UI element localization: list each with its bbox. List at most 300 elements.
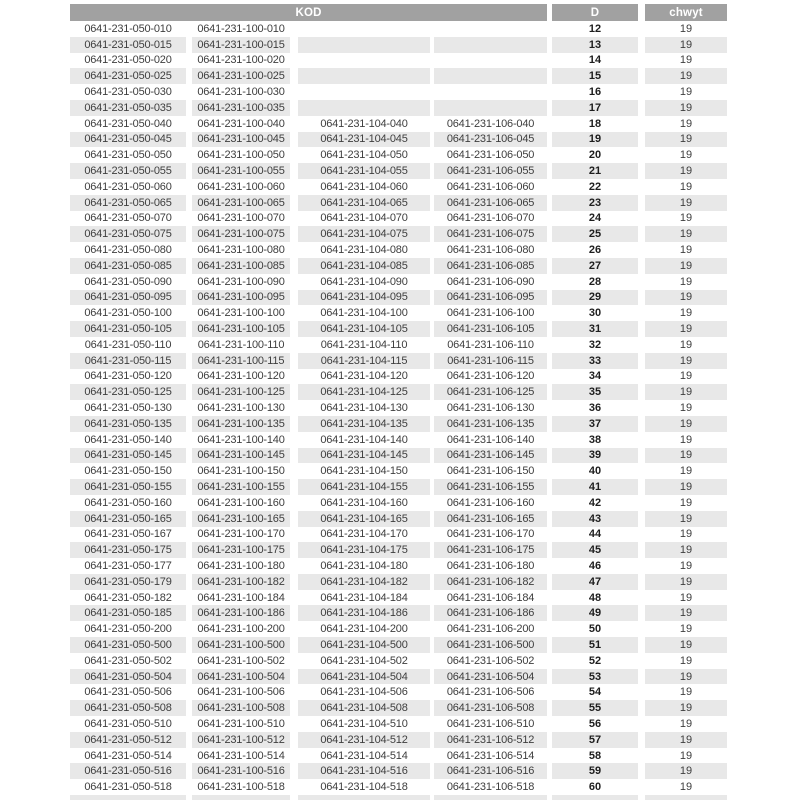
kod-cell: 0641-231-104-500 (290, 637, 430, 653)
kod-cell: 0641-231-050-200 (70, 621, 186, 637)
d-cell: 41 (547, 479, 638, 495)
chwyt-cell: 19 (638, 463, 727, 479)
d-cell: 15 (547, 68, 638, 84)
chwyt-cell: 19 (638, 763, 727, 779)
kod-cell: 0641-231-104-100 (290, 305, 430, 321)
kod-cell: 0641-231-050-145 (70, 448, 186, 464)
table-row (70, 748, 727, 764)
kod-cell: 0641-231-100-512 (186, 732, 290, 748)
kod-cell: 0641-231-106-180 (430, 558, 547, 574)
kod-cell: 0641-231-050-045 (70, 132, 186, 148)
kod-cell: 0641-231-106-516 (430, 763, 547, 779)
kod-cell: 0641-231-100-080 (186, 242, 290, 258)
kod-cell: 0641-231-100-150 (186, 463, 290, 479)
d-cell: 44 (547, 527, 638, 543)
table-row (70, 527, 727, 543)
kod-cell: 0641-231-100-518 (186, 779, 290, 795)
table-row (70, 558, 727, 574)
chwyt-cell: 19 (638, 147, 727, 163)
kod-cell: 0641-231-106-184 (430, 590, 547, 606)
kod-cell (290, 795, 430, 800)
kod-cell (290, 100, 430, 116)
kod-cell: 0641-231-050-182 (70, 590, 186, 606)
chwyt-cell: 19 (638, 684, 727, 700)
table-row (70, 337, 727, 353)
kod-cell: 0641-231-050-185 (70, 605, 186, 621)
chwyt-cell: 19 (638, 195, 727, 211)
table-row (70, 369, 727, 385)
d-cell: 54 (547, 684, 638, 700)
kod-cell (430, 84, 547, 100)
chwyt-cell: 19 (638, 163, 727, 179)
d-cell: 13 (547, 37, 638, 53)
kod-cell: 0641-231-104-120 (290, 369, 430, 385)
d-cell: 60 (547, 779, 638, 795)
kod-cell: 0641-231-106-518 (430, 779, 547, 795)
d-cell: 43 (547, 511, 638, 527)
table-row (70, 432, 727, 448)
table-row (70, 321, 727, 337)
kod-cell: 0641-231-050-500 (70, 637, 186, 653)
kod-cell: 0641-231-050-080 (70, 242, 186, 258)
kod-cell: 0641-231-104-095 (290, 290, 430, 306)
kod-cell: 0641-231-100-502 (186, 653, 290, 669)
kod-cell: 0641-231-106-100 (430, 305, 547, 321)
kod-cell: 0641-231-104-175 (290, 542, 430, 558)
kod-cell: 0641-231-106-060 (430, 179, 547, 195)
kod-cell: 0641-231-050-135 (70, 416, 186, 432)
table-row (70, 226, 727, 242)
d-cell: 40 (547, 463, 638, 479)
d-cell: 50 (547, 621, 638, 637)
kod-cell: 0641-231-050-015 (70, 37, 186, 53)
kod-cell: 0641-231-104-165 (290, 511, 430, 527)
kod-cell: 0641-231-050-090 (70, 274, 186, 290)
kod-cell: 0641-231-100-186 (186, 605, 290, 621)
table-row (70, 621, 727, 637)
table-row (70, 479, 727, 495)
table-row (70, 132, 727, 148)
d-cell: 46 (547, 558, 638, 574)
chwyt-cell: 19 (638, 479, 727, 495)
d-cell: 19 (547, 132, 638, 148)
kod-cell: 0641-231-100-040 (186, 116, 290, 132)
kod-cell: 0641-231-050-065 (70, 195, 186, 211)
chwyt-cell: 19 (638, 732, 727, 748)
kod-cell: 0641-231-104-170 (290, 527, 430, 543)
d-cell: 49 (547, 605, 638, 621)
d-cell: 32 (547, 337, 638, 353)
kod-cell: 0641-231-050-160 (70, 495, 186, 511)
kod-cell: 0641-231-050-035 (70, 100, 186, 116)
kod-cell: 0641-231-106-130 (430, 400, 547, 416)
table-row (70, 37, 727, 53)
chwyt-cell: 19 (638, 542, 727, 558)
d-cell: 56 (547, 716, 638, 732)
kod-cell: 0641-231-104-105 (290, 321, 430, 337)
kod-cell: 0641-231-100-125 (186, 384, 290, 400)
kod-cell: 0641-231-050-502 (70, 653, 186, 669)
chwyt-cell: 19 (638, 384, 727, 400)
chwyt-cell: 19 (638, 653, 727, 669)
kod-cell: 0641-231-100-065 (186, 195, 290, 211)
d-cell: 52 (547, 653, 638, 669)
d-cell: 14 (547, 53, 638, 69)
table-row (70, 53, 727, 69)
d-cell: 20 (547, 147, 638, 163)
kod-cell: 0641-231-100-115 (186, 353, 290, 369)
kod-cell (70, 795, 186, 800)
kod-cell: 0641-231-106-165 (430, 511, 547, 527)
table-row (70, 384, 727, 400)
kod-cell: 0641-231-100-045 (186, 132, 290, 148)
table-row (70, 542, 727, 558)
chwyt-cell: 19 (638, 337, 727, 353)
d-cell: 24 (547, 211, 638, 227)
kod-cell: 0641-231-050-125 (70, 384, 186, 400)
table-row (70, 116, 727, 132)
kod-cell: 0641-231-100-090 (186, 274, 290, 290)
chwyt-cell: 19 (638, 511, 727, 527)
table-row (70, 211, 727, 227)
kod-cell: 0641-231-100-180 (186, 558, 290, 574)
table-row (70, 195, 727, 211)
kod-cell (430, 21, 547, 37)
d-cell: 33 (547, 353, 638, 369)
chwyt-cell: 19 (638, 37, 727, 53)
column-header-chwyt: chwyt (638, 4, 727, 21)
kod-cell: 0641-231-050-085 (70, 258, 186, 274)
chwyt-cell: 19 (638, 432, 727, 448)
d-cell: 16 (547, 84, 638, 100)
kod-cell: 0641-231-104-184 (290, 590, 430, 606)
table-body (70, 21, 727, 800)
d-cell: 57 (547, 732, 638, 748)
kod-cell: 0641-231-100-020 (186, 53, 290, 69)
table-row (70, 242, 727, 258)
kod-cell: 0641-231-104-135 (290, 416, 430, 432)
chwyt-cell: 19 (638, 274, 727, 290)
kod-cell: 0641-231-104-045 (290, 132, 430, 148)
d-cell: 39 (547, 448, 638, 464)
d-cell: 35 (547, 384, 638, 400)
table-row (70, 637, 727, 653)
kod-cell: 0641-231-050-508 (70, 700, 186, 716)
kod-cell: 0641-231-100-135 (186, 416, 290, 432)
kod-cell: 0641-231-100-506 (186, 684, 290, 700)
kod-cell: 0641-231-100-155 (186, 479, 290, 495)
kod-cell: 0641-231-104-075 (290, 226, 430, 242)
kod-cell: 0641-231-106-125 (430, 384, 547, 400)
chwyt-cell: 19 (638, 590, 727, 606)
kod-cell: 0641-231-050-506 (70, 684, 186, 700)
kod-cell: 0641-231-104-186 (290, 605, 430, 621)
kod-cell: 0641-231-106-090 (430, 274, 547, 290)
kod-cell: 0641-231-050-110 (70, 337, 186, 353)
kod-cell: 0641-231-106-500 (430, 637, 547, 653)
kod-cell: 0641-231-104-130 (290, 400, 430, 416)
kod-cell (430, 68, 547, 84)
kod-cell: 0641-231-104-150 (290, 463, 430, 479)
table-row (70, 68, 727, 84)
table-row (70, 684, 727, 700)
kod-cell: 0641-231-100-055 (186, 163, 290, 179)
chwyt-cell: 19 (638, 779, 727, 795)
kod-cell: 0641-231-104-518 (290, 779, 430, 795)
d-cell: 59 (547, 763, 638, 779)
d-cell: 29 (547, 290, 638, 306)
table-row (70, 653, 727, 669)
chwyt-cell: 19 (638, 495, 727, 511)
kod-cell: 0641-231-104-125 (290, 384, 430, 400)
kod-cell (430, 795, 547, 800)
kod-cell: 0641-231-104-502 (290, 653, 430, 669)
kod-cell: 0641-231-106-075 (430, 226, 547, 242)
kod-cell: 0641-231-050-050 (70, 147, 186, 163)
kod-cell: 0641-231-106-514 (430, 748, 547, 764)
kod-cell: 0641-231-050-030 (70, 84, 186, 100)
chwyt-cell: 19 (638, 21, 727, 37)
kod-cell: 0641-231-106-055 (430, 163, 547, 179)
d-cell: 28 (547, 274, 638, 290)
table-row (70, 416, 727, 432)
table-row (70, 258, 727, 274)
kod-cell: 0641-231-100-184 (186, 590, 290, 606)
d-cell: 21 (547, 163, 638, 179)
kod-cell: 0641-231-050-100 (70, 305, 186, 321)
kod-cell: 0641-231-100-516 (186, 763, 290, 779)
kod-cell: 0641-231-104-090 (290, 274, 430, 290)
kod-cell: 0641-231-050-040 (70, 116, 186, 132)
d-cell (547, 795, 638, 800)
chwyt-cell: 19 (638, 637, 727, 653)
kod-cell: 0641-231-100-170 (186, 527, 290, 543)
kod-cell: 0641-231-100-160 (186, 495, 290, 511)
table-row (70, 84, 727, 100)
chwyt-cell: 19 (638, 226, 727, 242)
table-row (70, 400, 727, 416)
kod-cell (290, 84, 430, 100)
kod-cell: 0641-231-100-504 (186, 669, 290, 685)
kod-cell: 0641-231-106-155 (430, 479, 547, 495)
kod-cell: 0641-231-100-140 (186, 432, 290, 448)
chwyt-cell: 19 (638, 574, 727, 590)
table-row (70, 732, 727, 748)
kod-cell: 0641-231-104-504 (290, 669, 430, 685)
product-code-table (70, 4, 727, 800)
kod-cell: 0641-231-100-514 (186, 748, 290, 764)
chwyt-cell: 19 (638, 400, 727, 416)
table-header-row (70, 4, 727, 21)
chwyt-cell: 19 (638, 448, 727, 464)
chwyt-cell: 19 (638, 669, 727, 685)
kod-cell: 0641-231-100-182 (186, 574, 290, 590)
kod-cell: 0641-231-106-502 (430, 653, 547, 669)
kod-cell (290, 37, 430, 53)
d-cell: 36 (547, 400, 638, 416)
kod-cell (290, 21, 430, 37)
kod-cell: 0641-231-050-155 (70, 479, 186, 495)
kod-cell: 0641-231-100-145 (186, 448, 290, 464)
kod-cell: 0641-231-106-186 (430, 605, 547, 621)
d-cell: 25 (547, 226, 638, 242)
d-cell: 23 (547, 195, 638, 211)
kod-cell: 0641-231-104-065 (290, 195, 430, 211)
kod-cell (186, 795, 290, 800)
kod-cell: 0641-231-104-110 (290, 337, 430, 353)
kod-cell: 0641-231-104-516 (290, 763, 430, 779)
chwyt-cell: 19 (638, 716, 727, 732)
kod-cell: 0641-231-100-130 (186, 400, 290, 416)
kod-cell: 0641-231-106-110 (430, 337, 547, 353)
kod-cell: 0641-231-104-160 (290, 495, 430, 511)
table-row (70, 763, 727, 779)
table-row (70, 700, 727, 716)
table-row (70, 669, 727, 685)
chwyt-cell: 19 (638, 621, 727, 637)
kod-cell: 0641-231-106-512 (430, 732, 547, 748)
chwyt-cell: 19 (638, 748, 727, 764)
kod-cell: 0641-231-100-030 (186, 84, 290, 100)
kod-cell: 0641-231-050-010 (70, 21, 186, 37)
kod-cell: 0641-231-100-070 (186, 211, 290, 227)
kod-cell (430, 37, 547, 53)
kod-cell: 0641-231-104-050 (290, 147, 430, 163)
kod-cell (290, 68, 430, 84)
chwyt-cell: 19 (638, 68, 727, 84)
table-row (70, 100, 727, 116)
kod-cell: 0641-231-100-500 (186, 637, 290, 653)
kod-cell: 0641-231-050-177 (70, 558, 186, 574)
kod-cell: 0641-231-050-167 (70, 527, 186, 543)
chwyt-cell: 19 (638, 527, 727, 543)
table-row (70, 448, 727, 464)
d-cell: 38 (547, 432, 638, 448)
d-cell: 22 (547, 179, 638, 195)
kod-cell: 0641-231-050-075 (70, 226, 186, 242)
kod-cell: 0641-231-100-035 (186, 100, 290, 116)
table-row (70, 290, 727, 306)
kod-cell: 0641-231-050-105 (70, 321, 186, 337)
d-cell: 30 (547, 305, 638, 321)
kod-cell: 0641-231-106-508 (430, 700, 547, 716)
d-cell: 34 (547, 369, 638, 385)
kod-cell: 0641-231-100-508 (186, 700, 290, 716)
kod-cell: 0641-231-100-025 (186, 68, 290, 84)
kod-cell: 0641-231-050-130 (70, 400, 186, 416)
kod-cell: 0641-231-106-182 (430, 574, 547, 590)
d-cell: 47 (547, 574, 638, 590)
kod-cell: 0641-231-106-085 (430, 258, 547, 274)
kod-cell: 0641-231-050-095 (70, 290, 186, 306)
d-cell: 12 (547, 21, 638, 37)
d-cell: 37 (547, 416, 638, 432)
kod-cell: 0641-231-100-175 (186, 542, 290, 558)
kod-cell: 0641-231-106-140 (430, 432, 547, 448)
kod-cell: 0641-231-104-180 (290, 558, 430, 574)
kod-cell: 0641-231-104-085 (290, 258, 430, 274)
kod-cell: 0641-231-050-020 (70, 53, 186, 69)
kod-cell: 0641-231-106-504 (430, 669, 547, 685)
kod-cell: 0641-231-050-510 (70, 716, 186, 732)
kod-cell: 0641-231-104-155 (290, 479, 430, 495)
d-cell: 42 (547, 495, 638, 511)
kod-cell: 0641-231-050-175 (70, 542, 186, 558)
kod-cell: 0641-231-106-170 (430, 527, 547, 543)
chwyt-cell: 19 (638, 258, 727, 274)
table-row (70, 274, 727, 290)
kod-cell: 0641-231-104-070 (290, 211, 430, 227)
kod-cell: 0641-231-104-115 (290, 353, 430, 369)
table-row (70, 795, 727, 800)
table-row (70, 21, 727, 37)
chwyt-cell: 19 (638, 321, 727, 337)
d-cell: 48 (547, 590, 638, 606)
chwyt-cell: 19 (638, 290, 727, 306)
kod-cell: 0641-231-106-145 (430, 448, 547, 464)
kod-cell: 0641-231-104-140 (290, 432, 430, 448)
kod-cell: 0641-231-100-015 (186, 37, 290, 53)
table-row (70, 511, 727, 527)
kod-cell: 0641-231-050-514 (70, 748, 186, 764)
chwyt-cell: 19 (638, 211, 727, 227)
table-row (70, 463, 727, 479)
kod-cell: 0641-231-050-060 (70, 179, 186, 195)
d-cell: 45 (547, 542, 638, 558)
kod-cell: 0641-231-050-512 (70, 732, 186, 748)
kod-cell: 0641-231-050-055 (70, 163, 186, 179)
kod-cell: 0641-231-050-115 (70, 353, 186, 369)
kod-cell: 0641-231-104-200 (290, 621, 430, 637)
table-row (70, 574, 727, 590)
d-cell: 26 (547, 242, 638, 258)
kod-cell: 0641-231-106-115 (430, 353, 547, 369)
table-row (70, 179, 727, 195)
kod-cell: 0641-231-050-070 (70, 211, 186, 227)
kod-cell: 0641-231-106-050 (430, 147, 547, 163)
table-row (70, 716, 727, 732)
chwyt-cell: 19 (638, 558, 727, 574)
table-row (70, 353, 727, 369)
kod-cell: 0641-231-104-055 (290, 163, 430, 179)
kod-cell: 0641-231-106-040 (430, 116, 547, 132)
chwyt-cell: 19 (638, 353, 727, 369)
chwyt-cell: 19 (638, 53, 727, 69)
d-cell: 58 (547, 748, 638, 764)
kod-cell: 0641-231-104-510 (290, 716, 430, 732)
table-row (70, 163, 727, 179)
d-cell: 31 (547, 321, 638, 337)
kod-cell: 0641-231-100-165 (186, 511, 290, 527)
kod-cell: 0641-231-104-080 (290, 242, 430, 258)
kod-cell: 0641-231-104-182 (290, 574, 430, 590)
chwyt-cell (638, 795, 727, 800)
kod-cell: 0641-231-104-514 (290, 748, 430, 764)
kod-cell: 0641-231-106-150 (430, 463, 547, 479)
table-row (70, 590, 727, 606)
kod-cell: 0641-231-100-075 (186, 226, 290, 242)
kod-cell: 0641-231-106-200 (430, 621, 547, 637)
kod-cell: 0641-231-106-105 (430, 321, 547, 337)
kod-cell: 0641-231-106-080 (430, 242, 547, 258)
kod-cell: 0641-231-104-145 (290, 448, 430, 464)
kod-cell: 0641-231-100-105 (186, 321, 290, 337)
chwyt-cell: 19 (638, 305, 727, 321)
kod-cell: 0641-231-106-160 (430, 495, 547, 511)
kod-cell: 0641-231-106-175 (430, 542, 547, 558)
kod-cell: 0641-231-100-120 (186, 369, 290, 385)
chwyt-cell: 19 (638, 179, 727, 195)
